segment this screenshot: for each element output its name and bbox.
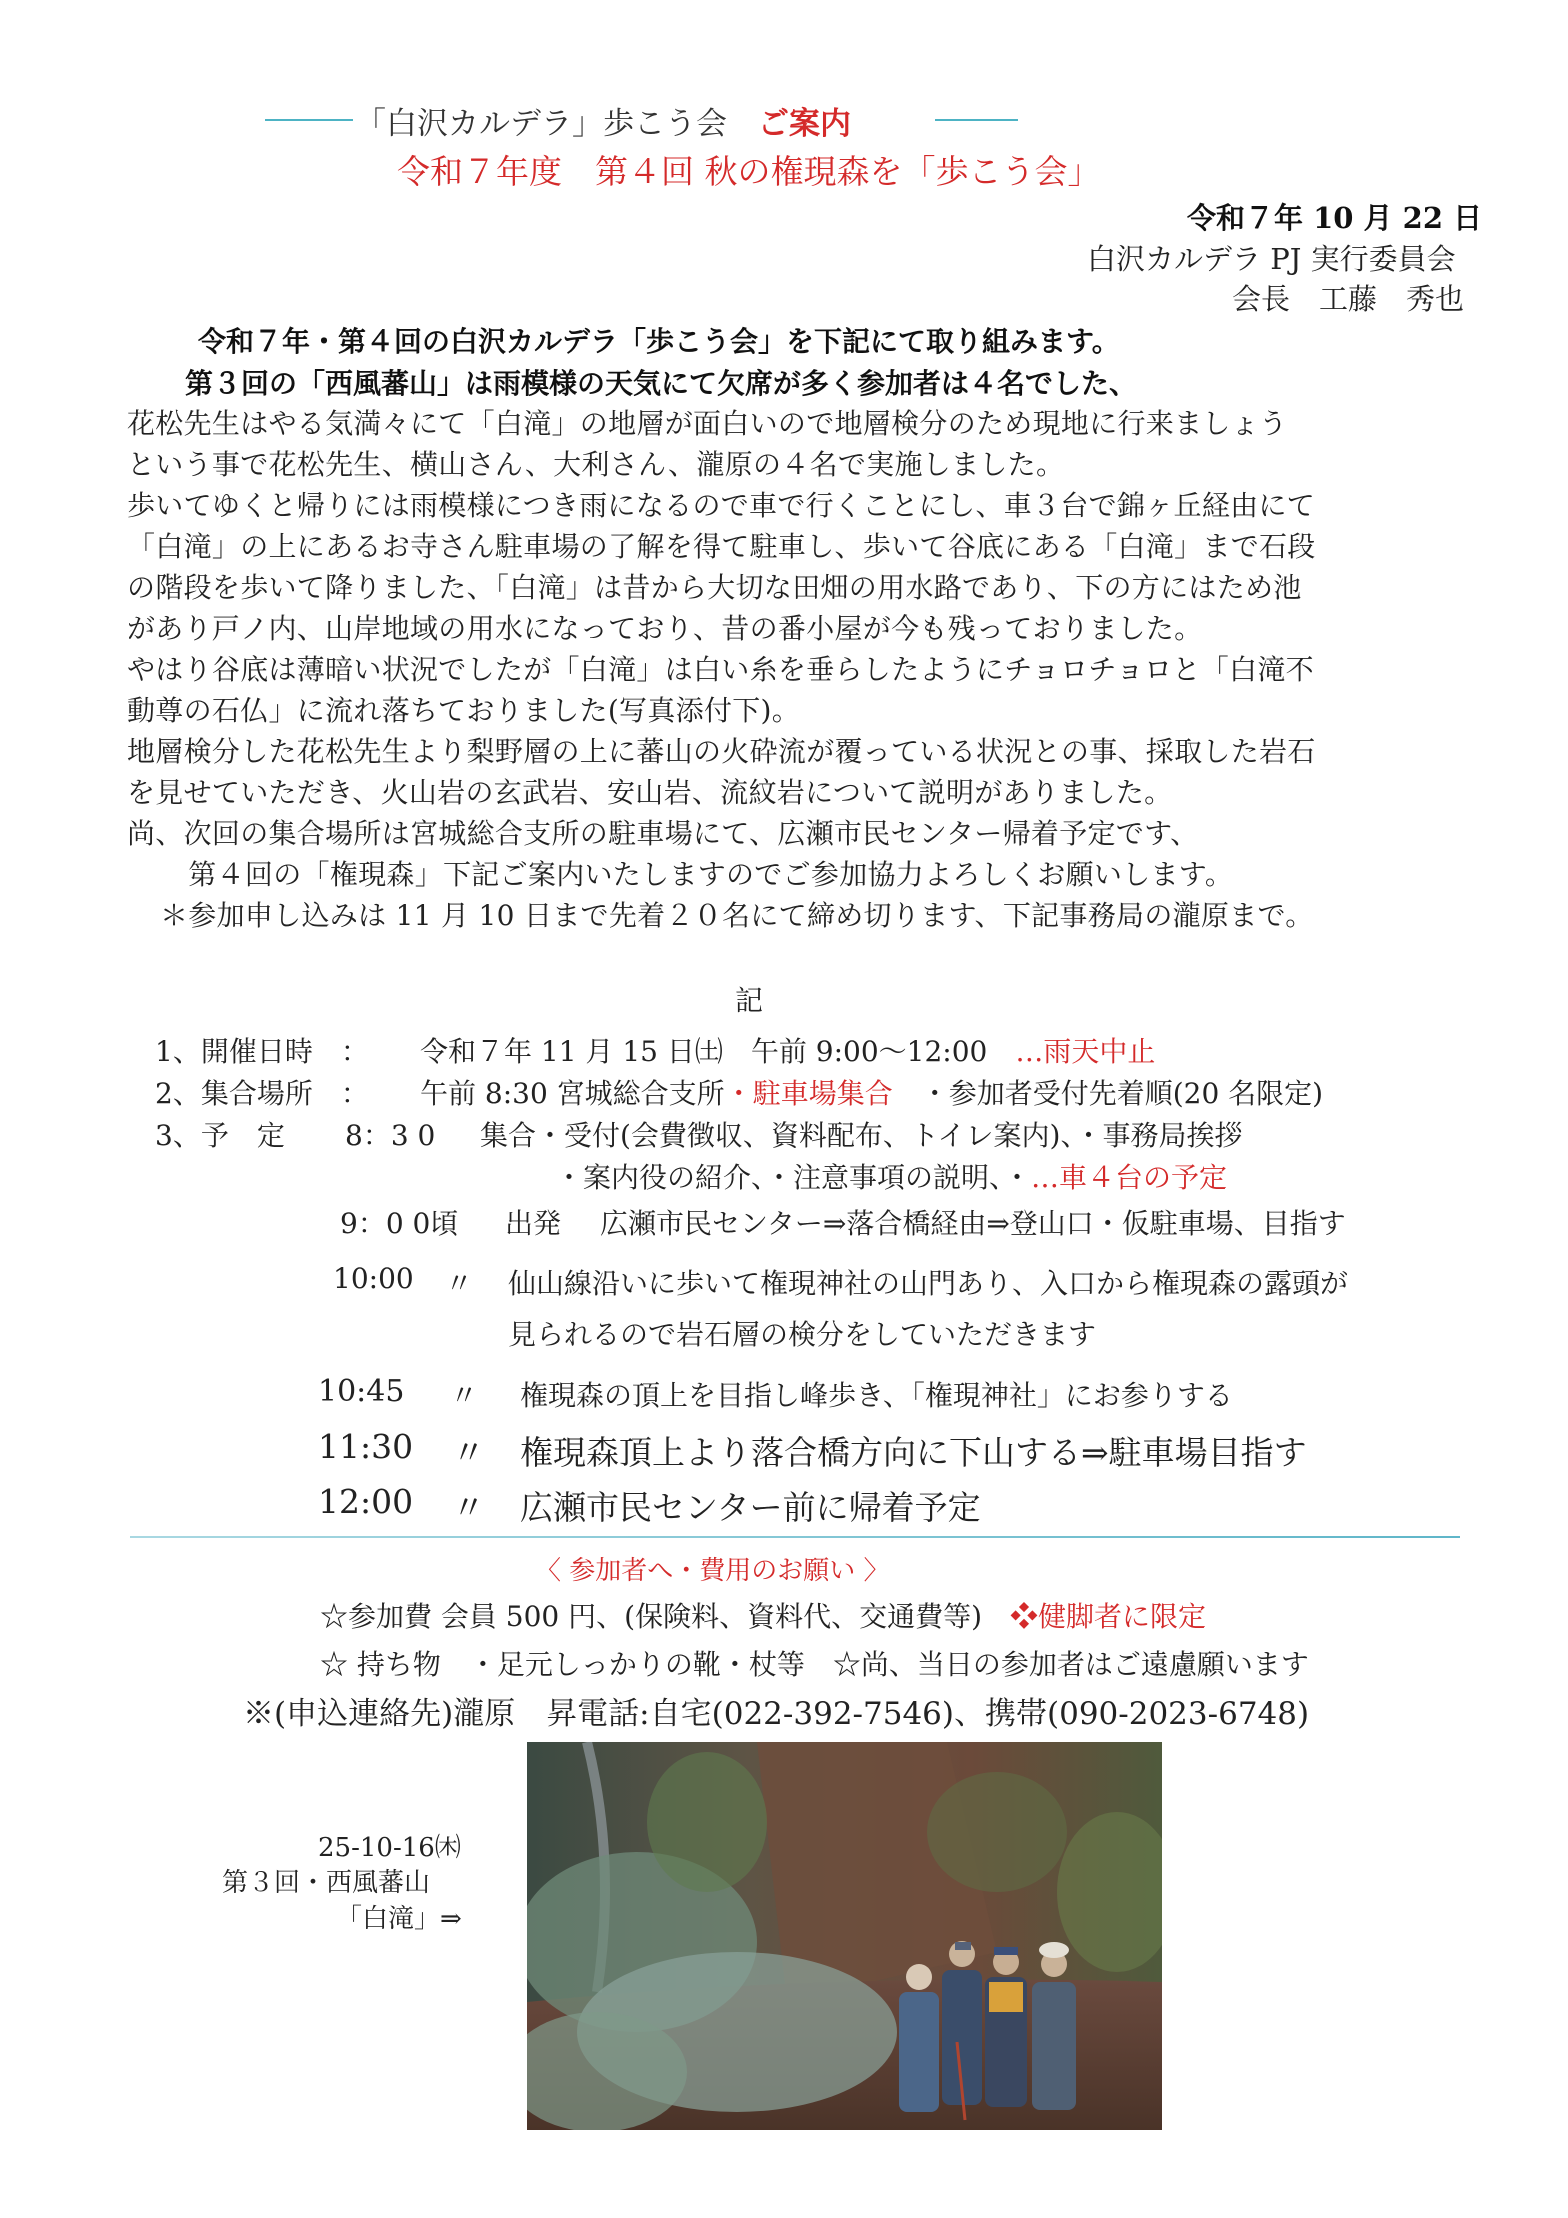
body-line: 歩いてゆくと帰りには雨模様につき雨になるので車で行くことにし、車３台で錦ヶ丘経由にて [127,489,1316,522]
body-line: 花松先生はやる気満々にて「白滝」の地層が面白いので地層検分のため現地に行来ましょう [127,407,1288,440]
document-subtitle: 令和７年度 第４回 秋の権現森を「歩こう会」 [397,152,1101,191]
intro-line-2: 第３回の「西風蕃山」は雨模様の天気にて欠席が多く参加者は４名でした、 [185,367,1138,400]
section-divider [130,1536,1460,1538]
schedule-text: 広瀬市民センター前に帰着予定 [520,1488,981,1527]
title-red: ご案内 [758,106,851,142]
item-1-value [420,1030,1155,1070]
schedule-mark: 〃 [452,1433,485,1472]
body-line: 尚、次回の集合場所は宮城総合支所の駐車場にて、広瀬市民センター帰着予定です、 [127,817,1199,850]
schedule-text-cont: 見られるので岩石層の検分をしていただきます [508,1318,1097,1351]
intro-line-1: 令和７年・第４回の白沢カルデラ「歩こう会」を下記にて取り組みます。 [198,325,1120,358]
body-line: を見せていただき、火山岩の玄武岩、安山岩、流紋岩について説明がありました。 [127,776,1173,809]
schedule-mark: 〃 [450,1379,479,1412]
title-main: 「白沢カルデラ」歩こう会 [355,106,727,142]
schedule-time: 11:30 [318,1427,414,1466]
fit-walkers-only: ❖健脚者に限定 [1010,1600,1207,1633]
item-3-line-2-text: ・案内役の紹介、・注意事項の説明、・ [555,1161,1032,1194]
schedule-text: 権現森頂上より落合橋方向に下山する⇒駐車場目指す [520,1433,1307,1472]
body-line: 第４回の「権現森」下記ご案内いたしますのでご参加協力よろしくお願いします。 [160,858,1234,891]
document-title [355,98,851,143]
schedule-text: 広瀬市民センター⇒落合橋経由⇒登山口・仮駐車場、目指す [600,1207,1346,1240]
issue-date: 令和７年 10 月 22 日 [1187,201,1483,235]
notice-heading: 記 [735,984,764,1017]
schedule-mark: 〃 [445,1267,474,1300]
item-3-line-2 [555,1156,1227,1196]
schedule-mark: 〃 [452,1488,485,1527]
body-line: の階段を歩いて降りました、「白滝」は昔から大切な田畑の用水路であり、下の方にはため池 [127,571,1302,604]
body-line: やはり谷底は薄暗い状況でしたが「白滝」は白い糸を垂らしたようにチョロチョロと「白滝不 [127,653,1314,686]
schedule-time: 12:00 [318,1482,414,1521]
rain-cancel-note: …雨天中止 [1015,1035,1156,1068]
event-datetime: 令和７年 11 月 15 日㈯ 午前 9:00～12:00 [420,1035,988,1068]
item-2-label: 2、集合場所 ： [155,1077,369,1110]
photo-caption-date: 25-10-16㈭ [318,1833,461,1863]
body-line: 地層検分した花松先生より梨野層の上に蕃山の火砕流が覆っている状況との事、採取した岩石 [127,735,1316,768]
body-line: ＊参加申し込みは 11 月 10 日まで先着２０名にて締め切ります、下記事務局の瀧原まで。 [160,899,1314,932]
schedule-time: 9：0 0頃 [340,1207,459,1240]
schedule-mark: 出発 [505,1207,562,1240]
capacity-note: ・参加者受付先着順(20 名限定) [920,1077,1324,1110]
items-to-bring: ☆ 持ち物 ・足元しっかりの靴・杖等 ☆尚、当日の参加者はご遠慮願います [320,1648,1309,1681]
chair-name: 会長 工藤 秀也 [1232,282,1465,316]
schedule-text: 仙山線沿いに歩いて権現神社の山門あり、入口から権現森の露頭が [508,1267,1349,1300]
organization: 白沢カルデラ PJ 実行委員会 [1087,242,1456,276]
title-rule-left [265,119,353,121]
body-line: があり戸ノ内、山岸地域の用水になっており、昔の番小屋が今も残っておりました。 [127,612,1203,645]
schedule-time: 10:00 [333,1262,414,1295]
schedule-time: 10:45 [318,1374,405,1409]
body-line: 「白滝」の上にあるお寺さん駐車場の了解を得て駐車し、歩いて谷底にある「白滝」まで石段 [127,530,1316,563]
item-2-value [420,1072,1323,1112]
item-1-label: 1、開催日時 ： [155,1035,369,1068]
body-line: 動尊の石仏」に流れ落ちておりました(写真添付下)。 [127,694,801,727]
title-rule-right [935,119,1018,121]
meeting-place: 午前 8:30 宮城総合支所 [420,1077,725,1110]
item-3-line-1: 集合・受付(会費徴収、資料配布、トイレ案内)、・事務局挨拶 [480,1119,1243,1152]
parking-meetup: ・駐車場集合 [724,1077,893,1110]
photo-caption-event: 第３回・西風蕃山 [222,1868,431,1898]
body-line: という事で花松先生、横山さん、大利さん、瀧原の４名で実施しました。 [127,448,1065,481]
schedule-text: 権現森の頂上を目指し峰歩き、「権現神社」にお参りする [520,1379,1233,1412]
item-3-time: 8：3 0 [345,1119,436,1152]
fee-line [320,1595,1206,1635]
car-count-note: …車４台の予定 [1031,1161,1228,1194]
item-3-label: 3、予 定 [155,1119,285,1152]
participation-fee: ☆参加費 会員 500 円、(保険料、資料代、交通費等) [320,1600,982,1633]
photo-caption-place: 「白滝」⇒ [336,1904,462,1934]
contact-info: ※(申込連絡先)瀧原 昇電話:自宅(022-392-7546)、携帯(090-2023-6748) [243,1696,1310,1732]
requests-heading: 〈 参加者へ・費用のお願い 〉 [535,1556,890,1586]
group-photo [527,1742,1162,2130]
